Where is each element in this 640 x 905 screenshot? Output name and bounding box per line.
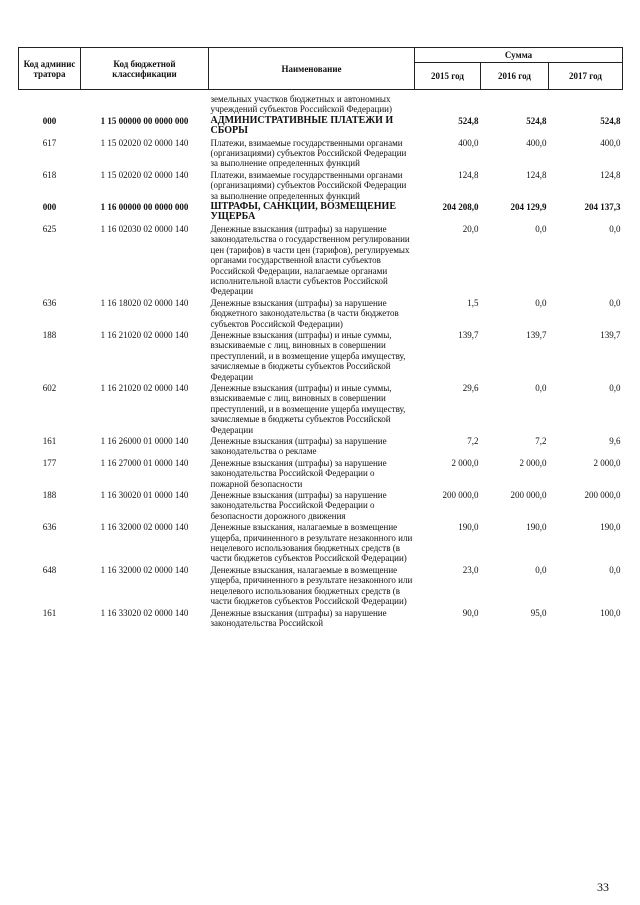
admin-code-cell: 177	[42, 457, 57, 468]
table-row	[19, 457, 623, 489]
name-cell: Денежные взыскания (штрафы) за нарушение законодательства о рекламе	[210, 436, 387, 457]
table-row	[19, 564, 623, 607]
name-cell: Платежи, взимаемые государственными органами (организациями) субъектов Российской Федерации за выполнение определенных функций	[210, 169, 407, 201]
sum-2017-cell: 0,0	[609, 382, 621, 393]
table-row	[19, 115, 623, 137]
admin-code-cell	[19, 90, 81, 115]
table-row	[19, 329, 623, 382]
budget-code-cell: 1 15 00000 00 0000 000	[100, 115, 189, 126]
sum-2015-cell: 7,2	[467, 436, 479, 446]
sum-2017-cell: 0,0	[609, 564, 621, 575]
name-cell: ШТРАФЫ, САНКЦИИ, ВОЗМЕЩЕНИЕ УЩЕРБА	[210, 201, 397, 223]
sum-2015-cell: 1,5	[467, 297, 479, 308]
header-year-2017: 2017 год	[549, 63, 623, 90]
budget-code-cell: 1 16 21020 02 0000 140	[100, 382, 189, 393]
admin-code-cell: 161	[42, 607, 57, 618]
sum-2017-cell: 200 000,0	[584, 490, 621, 501]
header-year-2016: 2016 год	[481, 63, 549, 90]
table-body	[19, 90, 623, 629]
admin-code-cell: 625	[42, 223, 57, 234]
name-cell: Денежные взыскания (штрафы) за нарушение законодательства о государственном регулировании цен (тарифов) в части цен (тарифов), регулируемых органами государственной власти субъектов Российской Федерации, налагаемые органами исполнительной власти субъектов Российской Федерации	[210, 223, 410, 297]
admin-code-cell: 636	[42, 297, 57, 308]
sum-2015-cell: 204 208,0	[442, 202, 479, 213]
table-row	[19, 489, 623, 521]
table-row	[19, 169, 623, 201]
sum-2017-cell: 2 000,0	[593, 457, 621, 468]
sum-2017-cell: 0,0	[609, 297, 621, 308]
table-row	[19, 297, 623, 329]
admin-code-cell: 617	[42, 137, 57, 148]
table-row	[19, 137, 623, 169]
header-name: Наименование	[209, 48, 415, 90]
sum-2017-cell: 9,6	[609, 436, 621, 446]
name-cell: Денежные взыскания (штрафы) за нарушение законодательства Российской Федерации о безопасности дорожного движения	[210, 490, 387, 521]
sum-2015-cell: 29,6	[462, 382, 479, 393]
table-row	[19, 382, 623, 435]
name-cell: Денежные взыскания (штрафы) и иные суммы, взыскиваемые с лиц, виновных в совершении преступлений, и в возмещение ущерба имуществу, зачисляемые в бюджеты субъектов Российской Федерации	[210, 382, 406, 435]
sum-2015-cell: 190,0	[458, 522, 479, 533]
header-admin-code: Код админис тратора	[19, 48, 81, 90]
header-year-2015: 2015 год	[415, 63, 481, 90]
sum-2016-cell: 204 129,9	[510, 202, 547, 213]
sum-2017-cell: 190,0	[600, 522, 621, 533]
sum-2016-cell: 0,0	[535, 223, 547, 234]
sum-2016-cell: 2 000,0	[519, 457, 547, 468]
admin-code-cell: 161	[42, 436, 57, 446]
sum-2016-cell: 524,8	[526, 115, 547, 126]
sum-2016-cell: 7,2	[535, 436, 547, 446]
admin-code-cell: 648	[42, 564, 57, 575]
sum-2016-cell: 400,0	[526, 137, 547, 148]
sum-2016-cell: 0,0	[535, 297, 547, 308]
sum-2016-cell: 0,0	[535, 564, 547, 575]
sum-2015-cell: 139,7	[458, 329, 479, 340]
name-cell: Денежные взыскания (штрафы) и иные суммы, взыскиваемые с лиц, виновных в совершении преступлений, и в возмещение ущерба имуществу, зачисляемые в бюджеты субъектов Российской Федерации	[210, 329, 406, 382]
budget-code-cell: 1 15 02020 02 0000 140	[100, 137, 189, 148]
sum-2017-cell: 0,0	[609, 223, 621, 234]
name-cell: Платежи, взимаемые государственными органами (организациями) субъектов Российской Федерации за выполнение определенных функций	[210, 137, 407, 169]
sum-2015-cell: 524,8	[458, 115, 479, 126]
budget-code-cell: 1 16 00000 00 0000 000	[100, 202, 189, 213]
sum-2017-cell: 139,7	[600, 329, 621, 340]
budget-code-cell: 1 16 27000 01 0000 140	[100, 457, 189, 468]
sum-2017-cell: 524,8	[600, 115, 621, 126]
sum-2016-cell: 139,7	[526, 329, 547, 340]
budget-table	[18, 47, 623, 628]
admin-code-cell: 188	[42, 329, 57, 340]
budget-code-cell: 1 16 02030 02 0000 140	[100, 223, 189, 234]
sum-2016-cell	[481, 90, 549, 115]
budget-code-cell: 1 16 18020 02 0000 140	[100, 297, 189, 308]
name-cell: земельных участков бюджетных и автономных учреждений субъектов Российской Федерации)	[210, 94, 392, 115]
sum-2015-cell: 124,8	[458, 169, 479, 180]
sum-2016-cell: 124,8	[526, 169, 547, 180]
budget-code-cell: 1 16 21020 02 0000 140	[100, 329, 189, 340]
sum-2017-cell: 204 137,3	[584, 202, 621, 213]
admin-code-cell: 636	[42, 522, 57, 533]
budget-code-cell: 1 15 02020 02 0000 140	[100, 169, 189, 180]
sum-2017-cell: 124,8	[600, 169, 621, 180]
sum-2015-cell: 20,0	[462, 223, 479, 234]
header-sum: Сумма	[415, 48, 623, 63]
admin-code-cell: 000	[42, 115, 57, 126]
budget-code-cell	[81, 90, 209, 115]
table-row	[19, 201, 623, 223]
sum-2017-cell	[549, 90, 623, 115]
admin-code-cell: 188	[42, 490, 57, 501]
name-cell: Денежные взыскания (штрафы) за нарушение законодательства Российской	[210, 607, 387, 628]
admin-code-cell: 602	[42, 382, 57, 393]
sum-2015-cell: 23,0	[462, 564, 479, 575]
admin-code-cell: 000	[42, 202, 57, 213]
name-cell: Денежные взыскания (штрафы) за нарушение бюджетного законодательства (в части бюджетов субъектов Российской Федерации)	[210, 297, 399, 329]
sum-2015-cell: 400,0	[458, 137, 479, 148]
page-number: 33	[597, 880, 609, 894]
sum-2016-cell: 200 000,0	[510, 490, 547, 501]
table-row	[19, 607, 623, 629]
name-cell: Денежные взыскания, налагаемые в возмещение ущерба, причиненного в результате незаконного или нецелевого использования бюджетных средств (в части бюджетов субъектов Российской Федерации)	[210, 522, 413, 564]
budget-code-cell: 1 16 32000 02 0000 140	[100, 564, 189, 575]
budget-code-cell: 1 16 30020 01 0000 140	[100, 490, 189, 501]
sum-2017-cell: 100,0	[600, 607, 621, 618]
table-row	[19, 521, 623, 564]
sum-2015-cell	[415, 90, 481, 115]
name-cell: Денежные взыскания, налагаемые в возмещение ущерба, причиненного в результате незаконного или нецелевого использования бюджетных средств (в части бюджетов субъектов Российской Федерации)	[210, 564, 413, 607]
table-row	[19, 90, 623, 115]
header-budget-code: Код бюджетной классификации	[81, 48, 209, 90]
table-row	[19, 223, 623, 297]
budget-code-cell: 1 16 32000 02 0000 140	[100, 522, 189, 533]
sum-2015-cell: 200 000,0	[442, 490, 479, 501]
name-cell: АДМИНИСТРАТИВНЫЕ ПЛАТЕЖИ И СБОРЫ	[210, 114, 394, 137]
budget-code-cell: 1 16 26000 01 0000 140	[100, 436, 189, 446]
sum-2016-cell: 95,0	[530, 607, 547, 618]
name-cell: Денежные взыскания (штрафы) за нарушение законодательства Российской Федерации о пожарной безопасности	[210, 457, 387, 489]
table-row	[19, 435, 623, 457]
sum-2017-cell: 400,0	[600, 137, 621, 148]
admin-code-cell: 618	[42, 169, 57, 180]
sum-2016-cell: 0,0	[535, 382, 547, 393]
sum-2015-cell: 90,0	[462, 607, 479, 618]
budget-code-cell: 1 16 33020 02 0000 140	[100, 607, 189, 618]
sum-2016-cell: 190,0	[526, 522, 547, 533]
sum-2015-cell: 2 000,0	[451, 457, 479, 468]
